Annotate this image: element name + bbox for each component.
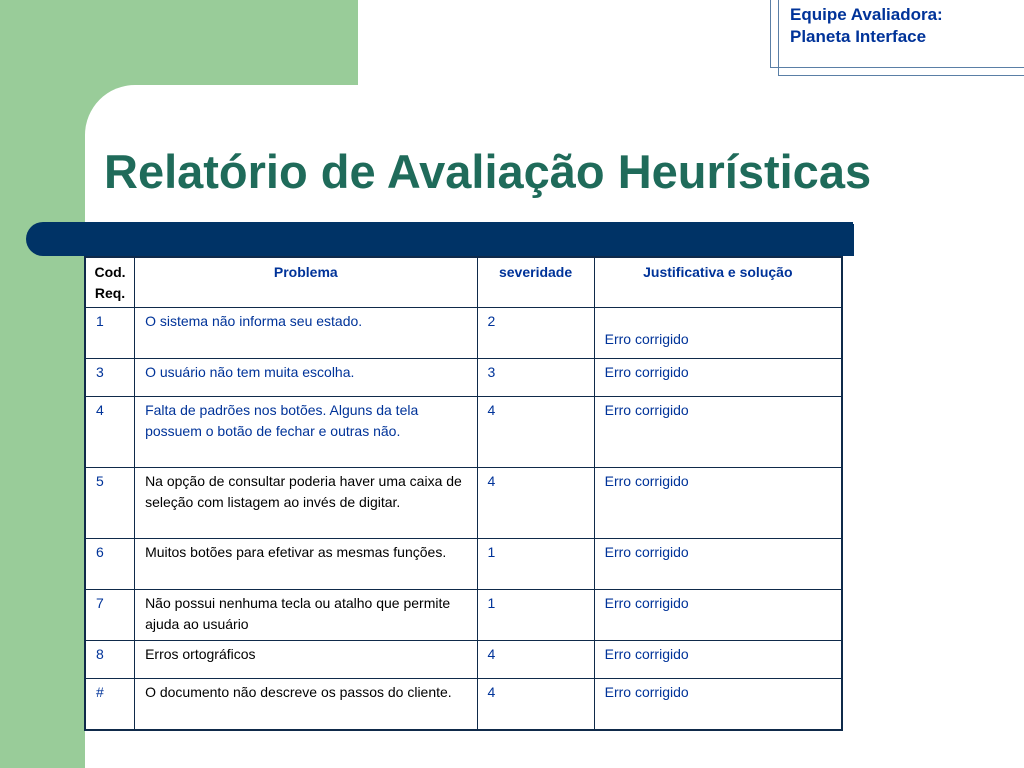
- table-row: [85, 397, 842, 468]
- cell-problema: O sistema não informa seu estado.: [135, 308, 477, 359]
- header-severidade: severidade: [477, 257, 594, 308]
- cell-cod: 6: [85, 539, 135, 590]
- cell-cod: 4: [85, 397, 135, 468]
- team-label: Equipe Avaliadora: Planeta Interface: [790, 5, 943, 46]
- table-row: [85, 308, 842, 359]
- cell-justificativa: Erro corrigido: [594, 590, 842, 641]
- cell-problema: Na opção de consultar poderia haver uma caixa de seleção com listagem ao invés de digitar.: [135, 468, 477, 539]
- cell-justificativa: Erro corrigido: [594, 641, 842, 679]
- cell-problema: Não possui nenhuma tecla ou atalho que permite ajuda ao usuário: [135, 590, 477, 641]
- header-problema: Problema: [135, 257, 477, 308]
- cell-justificativa-text: Erro corrigido: [604, 331, 689, 347]
- cell-severidade: 1: [477, 539, 594, 590]
- cell-severidade: 4: [477, 641, 594, 679]
- title-divider-bar-end: [846, 224, 854, 256]
- header-cod: Cod. Req.: [85, 257, 135, 308]
- cell-cod: 5: [85, 468, 135, 539]
- cell-justificativa: Erro corrigido: [594, 679, 842, 730]
- title-divider-bar: [26, 222, 853, 256]
- cell-severidade: 4: [477, 397, 594, 468]
- table-row: [85, 468, 842, 539]
- table-header-row: [85, 257, 842, 308]
- cell-justificativa: Erro corrigido: [594, 468, 842, 539]
- cell-cod: #: [85, 679, 135, 730]
- table-row: [85, 359, 842, 397]
- cell-justificativa: Erro corrigido: [594, 359, 842, 397]
- table-row: [85, 590, 842, 641]
- cell-severidade: 2: [477, 308, 594, 359]
- cell-justificativa: Erro corrigido: [594, 397, 842, 468]
- cell-justificativa: Erro corrigido: [594, 539, 842, 590]
- cell-severidade: 4: [477, 468, 594, 539]
- cell-problema: O documento não descreve os passos do cliente.: [135, 679, 477, 730]
- cell-cod: 7: [85, 590, 135, 641]
- cell-severidade: 4: [477, 679, 594, 730]
- cell-problema: Falta de padrões nos botões. Alguns da tela possuem o botão de fechar e outras não.: [135, 397, 477, 468]
- table-row: [85, 641, 842, 679]
- page-title: Relatório de Avaliação Heurísticas: [104, 145, 872, 198]
- cell-cod: 1: [85, 308, 135, 359]
- cell-cod: 8: [85, 641, 135, 679]
- table-row: [85, 539, 842, 590]
- cell-problema: Erros ortográficos: [135, 641, 477, 679]
- cell-problema: Muitos botões para efetivar as mesmas funções.: [135, 539, 477, 590]
- cell-severidade: 3: [477, 359, 594, 397]
- cell-severidade: 1: [477, 590, 594, 641]
- cell-justificativa: [594, 308, 842, 359]
- cell-problema: O usuário não tem muita escolha.: [135, 359, 477, 397]
- cell-cod: 3: [85, 359, 135, 397]
- evaluation-table: [84, 256, 843, 731]
- table-row: [85, 679, 842, 730]
- header-justificativa: Justificativa e solução: [594, 257, 842, 308]
